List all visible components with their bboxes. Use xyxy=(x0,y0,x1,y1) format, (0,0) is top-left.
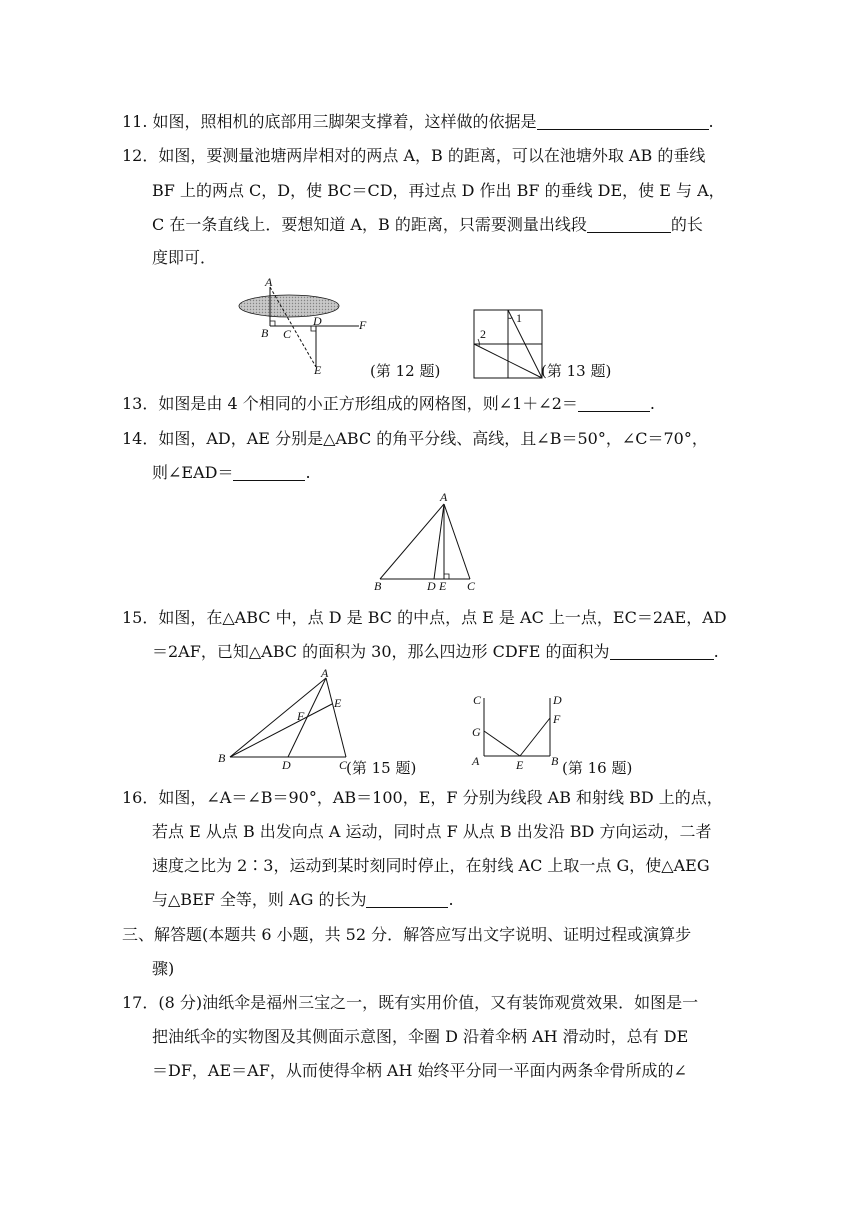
fig15-label-d: D xyxy=(282,758,291,772)
fig12-label-d: D xyxy=(313,314,322,328)
q16-line-3: 速度之比为 2∶3，运动到某时刻同时停止，在射线 AC 上取一点 G，使△AEG xyxy=(152,856,710,875)
fig12-label-a: A xyxy=(265,275,273,289)
fig16-label-a: A xyxy=(472,754,480,768)
section3-heading-1: 三、解答题(本题共 6 小题，共 52 分．解答应写出文字说明、证明过程或演算步 xyxy=(122,925,692,944)
q12-line-4: 度即可． xyxy=(152,248,217,267)
fig14-label-a: A xyxy=(440,490,448,504)
fig15-caption: (第 15 题) xyxy=(346,759,417,777)
q12-line-1: 12．如图，要测量池塘两岸相对的两点 A，B 的距离，可以在池塘外取 AB 的垂线 xyxy=(122,146,706,165)
q17-line-3: ＝DF，AE＝AF，从而使得伞柄 AH 始终平分同一平面内两条伞骨所成的∠ xyxy=(152,1061,687,1080)
fig16-label-g: G xyxy=(472,725,481,739)
fig13-angle-2: 2 xyxy=(480,327,486,341)
fig14-label-c: C xyxy=(467,579,476,593)
q16-line-1: 16．如图，∠A＝∠B＝90°，AB＝100，E，F 分别为线段 AB 和射线 BD 上的点， xyxy=(122,788,723,807)
fig14-label-e: E xyxy=(439,579,447,593)
figure-12 xyxy=(225,275,375,380)
q15-line-2: ＝2AF，已知△ABC 的面积为 30，那么四边形 CDFE 的面积为 . xyxy=(152,642,719,661)
fig13-caption: (第 13 题) xyxy=(541,362,612,380)
fig16-label-d: D xyxy=(553,693,562,707)
fig16-caption: (第 16 题) xyxy=(562,759,633,777)
q12-line-3: C 在一条直线上．要想知道 A，B 的距离，只需要测量出线段 的长 xyxy=(152,215,703,234)
q12-line-2: BF 上的两点 C，D，使 BC＝CD，再过点 D 作出 BF 的垂线 DE，使 E 与 A， xyxy=(152,181,725,200)
fig16-label-b: B xyxy=(551,754,559,768)
q11-text: 11. 如图，照相机的底部用三脚架支撑着，这样做的依据是 xyxy=(122,112,537,131)
q15-answer-blank[interactable] xyxy=(610,643,714,660)
fig12-label-b: B xyxy=(261,326,269,340)
q16-line-4: 与△BEF 全等，则 AG 的长为 . xyxy=(152,890,454,909)
figure-15 xyxy=(215,668,355,773)
q16-line-2: 若点 E 从点 B 出发向点 A 运动，同时点 F 从点 B 出发沿 BD 方向运动，二者 xyxy=(152,822,712,841)
q11-answer-blank[interactable] xyxy=(537,113,709,130)
section3-heading-2: 骤) xyxy=(152,959,175,978)
fig15-label-f: F xyxy=(297,709,305,723)
fig14-label-b: B xyxy=(374,579,382,593)
fig15-label-b: B xyxy=(218,751,226,765)
fig15-label-a: A xyxy=(321,666,329,680)
fig14-label-d: D xyxy=(427,579,436,593)
q16-answer-blank[interactable] xyxy=(366,891,448,908)
q17-line-1: 17．(8 分)油纸伞是福州三宝之一，既有实用价值，又有装饰观赏效果．如图是一 xyxy=(122,993,699,1012)
fig13-angle-1: 1 xyxy=(516,311,522,325)
q12-answer-blank[interactable] xyxy=(587,216,671,233)
q13-line: 13．如图是由 4 个相同的小正方形组成的网格图，则∠1＋∠2＝ . xyxy=(122,394,655,413)
fig12-label-c: C xyxy=(283,327,292,341)
fig16-label-c: C xyxy=(473,693,482,707)
figure-16 xyxy=(465,688,565,773)
q15-line-1: 15．如图，在△ABC 中，点 D 是 BC 的中点，点 E 是 AC 上一点，EC＝2AE，AD xyxy=(122,608,727,627)
fig12-caption: (第 12 题) xyxy=(370,362,441,380)
fig16-label-f: F xyxy=(553,712,561,726)
figure-13 xyxy=(474,310,544,380)
q11-line: 11. 如图，照相机的底部用三脚架支撑着，这样做的依据是 . xyxy=(122,112,714,131)
q14-line-1: 14．如图，AD，AE 分别是△ABC 的角平分线、高线，且∠B＝50°，∠C＝70°， xyxy=(122,429,708,448)
fig15-label-e: E xyxy=(334,696,342,710)
fig15-label-c: C xyxy=(339,758,348,772)
q14-line-2: 则∠EAD＝ . xyxy=(152,463,311,482)
fig12-label-f: F xyxy=(359,318,367,332)
q13-answer-blank[interactable] xyxy=(578,395,650,412)
q14-answer-blank[interactable] xyxy=(233,464,305,481)
figure-14 xyxy=(370,490,485,595)
q17-line-2: 把油纸伞的实物图及其侧面示意图，伞圈 D 沿着伞柄 AH 滑动时，总有 DE xyxy=(152,1027,689,1046)
fig16-label-e: E xyxy=(516,758,524,772)
fig12-label-e: E xyxy=(314,363,322,377)
